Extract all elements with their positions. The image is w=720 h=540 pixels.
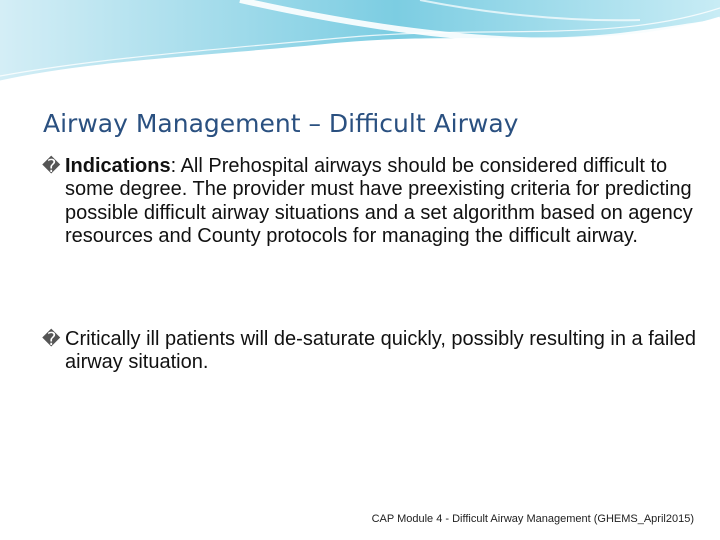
bullet-text: : All Prehospital airways should be considered difficult to some degree. The provider must have preexisting criteria for predicting possible difficult airway situations and a set algorithm based on agency resources and County protocols for managing the difficult airway. <box>65 155 693 247</box>
bullet-lead: Indications <box>65 155 171 177</box>
slide-footer: CAP Module 4 - Difficult Airway Management (GHEMS_April2015) <box>371 513 694 525</box>
bullet-text: Critically ill patients will de-saturate quickly, possibly resulting in a failed airway situation. <box>65 328 697 374</box>
bullet-marker-icon: � <box>42 156 61 176</box>
header-wave-decoration <box>0 0 720 90</box>
bullet-marker-icon: � <box>42 329 61 349</box>
bullet-critically-ill <box>42 328 705 375</box>
slide-title: Airway Management – Difficult Airway <box>43 109 519 138</box>
bullet-indications <box>42 155 705 248</box>
